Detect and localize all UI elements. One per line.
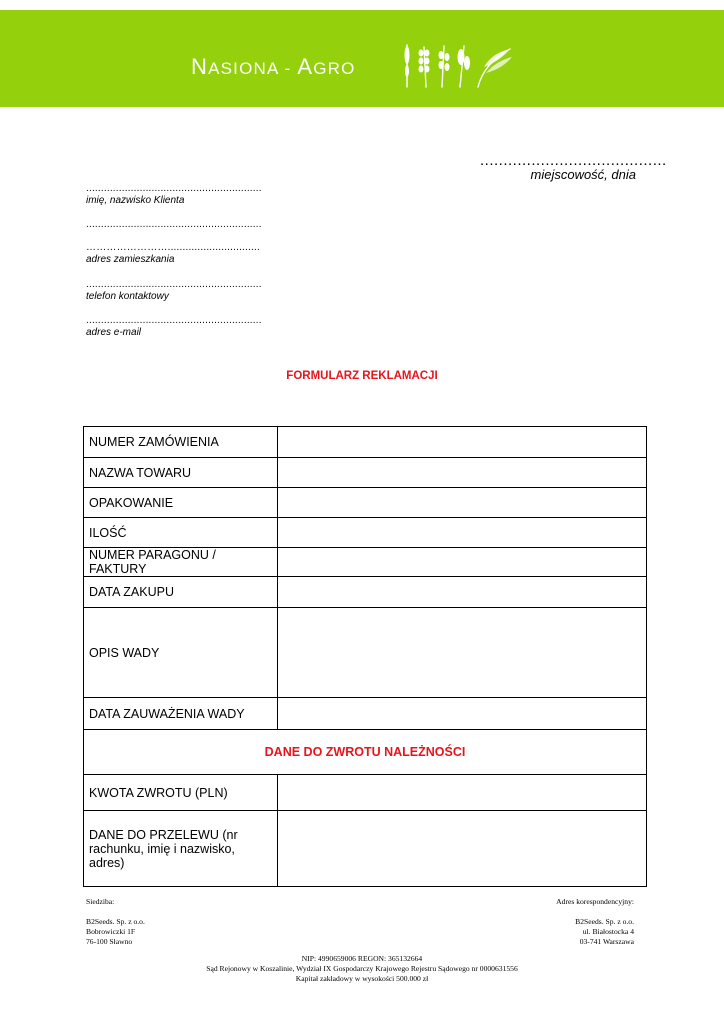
table-row	[84, 518, 647, 548]
row-label-quantity: ILOŚĆ	[84, 518, 278, 548]
footer-line: Bobrowiczki 1F	[86, 927, 136, 936]
defect-date-cell[interactable]	[278, 698, 647, 730]
footer-line: Sąd Rejonowy w Koszalinie, Wydział IX Gospodarczy Krajowego Rejestru Sądowego nr 0000631556	[206, 964, 518, 973]
refund-amount-cell[interactable]	[278, 775, 647, 811]
footer-line: Kapitał zakładowy w wysokości 500.000 zł	[295, 974, 429, 983]
defect-description-cell[interactable]	[278, 608, 647, 698]
transfer-details-cell[interactable]	[278, 811, 647, 887]
order-number-cell[interactable]	[278, 427, 647, 458]
footer-line: ul. Białostocka 4	[582, 927, 634, 936]
footer-company-registry	[0, 954, 724, 984]
receipt-number-cell[interactable]	[278, 548, 647, 577]
brand-name: NASIONA - AGRO	[191, 54, 356, 79]
complaint-table	[83, 426, 647, 887]
header-banner	[0, 10, 724, 107]
table-row	[84, 577, 647, 608]
row-label-product-name: NAZWA TOWARU	[84, 458, 278, 488]
row-label-defect-description: OPIS WADY	[84, 608, 278, 698]
client-email-field	[86, 316, 262, 338]
fill-line: ...........................................................	[86, 315, 262, 326]
wheat-ears-icon	[400, 43, 515, 89]
row-label-refund-amount: KWOTA ZWROTU (PLN)	[84, 775, 278, 811]
row-label-order-number: NUMER ZAMÓWIENIA	[84, 427, 278, 458]
table-row	[84, 698, 647, 730]
table-row	[84, 730, 647, 775]
form-title: FORMULARZ REKLAMACJI	[286, 370, 438, 382]
fill-line: ...........................................................	[86, 183, 262, 194]
footer-headquarters	[86, 897, 145, 947]
table-row	[84, 811, 647, 887]
quantity-cell[interactable]	[278, 518, 647, 548]
row-label-defect-date: DATA ZAUWAŻENIA WADY	[84, 698, 278, 730]
packaging-cell[interactable]	[278, 488, 647, 518]
footer-line: B2Seeds. Sp. z o.o.	[575, 917, 634, 926]
product-name-cell[interactable]	[278, 458, 647, 488]
refund-section-heading: DANE DO ZWROTU NALEŻNOŚCI	[84, 730, 647, 775]
row-label-receipt-number: NUMER PARAGONU / FAKTURY	[84, 548, 278, 577]
footer-line: Siedziba:	[86, 897, 115, 906]
footer-line	[556, 907, 634, 917]
fill-line: ...........................................................	[86, 279, 262, 290]
footer-line: 03-741 Warszawa	[579, 937, 634, 946]
table-row	[84, 427, 647, 458]
client-address-field	[86, 243, 260, 265]
field-label: telefon kontaktowy	[86, 291, 169, 302]
field-label: imię, nazwisko Klienta	[86, 195, 185, 206]
row-label-purchase-date: DATA ZAKUPU	[84, 577, 278, 608]
place-date-line: ........................................	[480, 152, 667, 169]
place-date-label: miejscowość, dnia	[530, 167, 636, 182]
footer-line: NIP: 4990659006 REGON: 365132664	[301, 954, 423, 963]
table-row	[84, 488, 647, 518]
table-row	[84, 775, 647, 811]
fill-line: ……………………...............................	[86, 242, 260, 253]
table-row	[84, 608, 647, 698]
purchase-date-cell[interactable]	[278, 577, 647, 608]
footer-line: Adres korespondencyjny:	[556, 897, 634, 906]
field-label: adres zamieszkania	[86, 254, 175, 265]
row-label-transfer-details: DANE DO PRZELEWU (nr rachunku, imię i nazwisko, adres)	[84, 811, 278, 887]
table-row	[84, 548, 647, 577]
row-label-packaging: OPAKOWANIE	[84, 488, 278, 518]
fill-line: ...........................................................	[86, 219, 262, 230]
footer-line: 76-100 Sławno	[86, 937, 133, 946]
footer-line	[86, 907, 145, 917]
footer-line: B2Seeds. Sp. z o.o.	[86, 917, 145, 926]
client-extra-field	[86, 220, 262, 230]
client-name-field	[86, 184, 262, 206]
client-phone-field	[86, 280, 262, 302]
field-label: adres e-mail	[86, 327, 142, 338]
footer-correspondence	[556, 897, 634, 947]
table-row	[84, 458, 647, 488]
